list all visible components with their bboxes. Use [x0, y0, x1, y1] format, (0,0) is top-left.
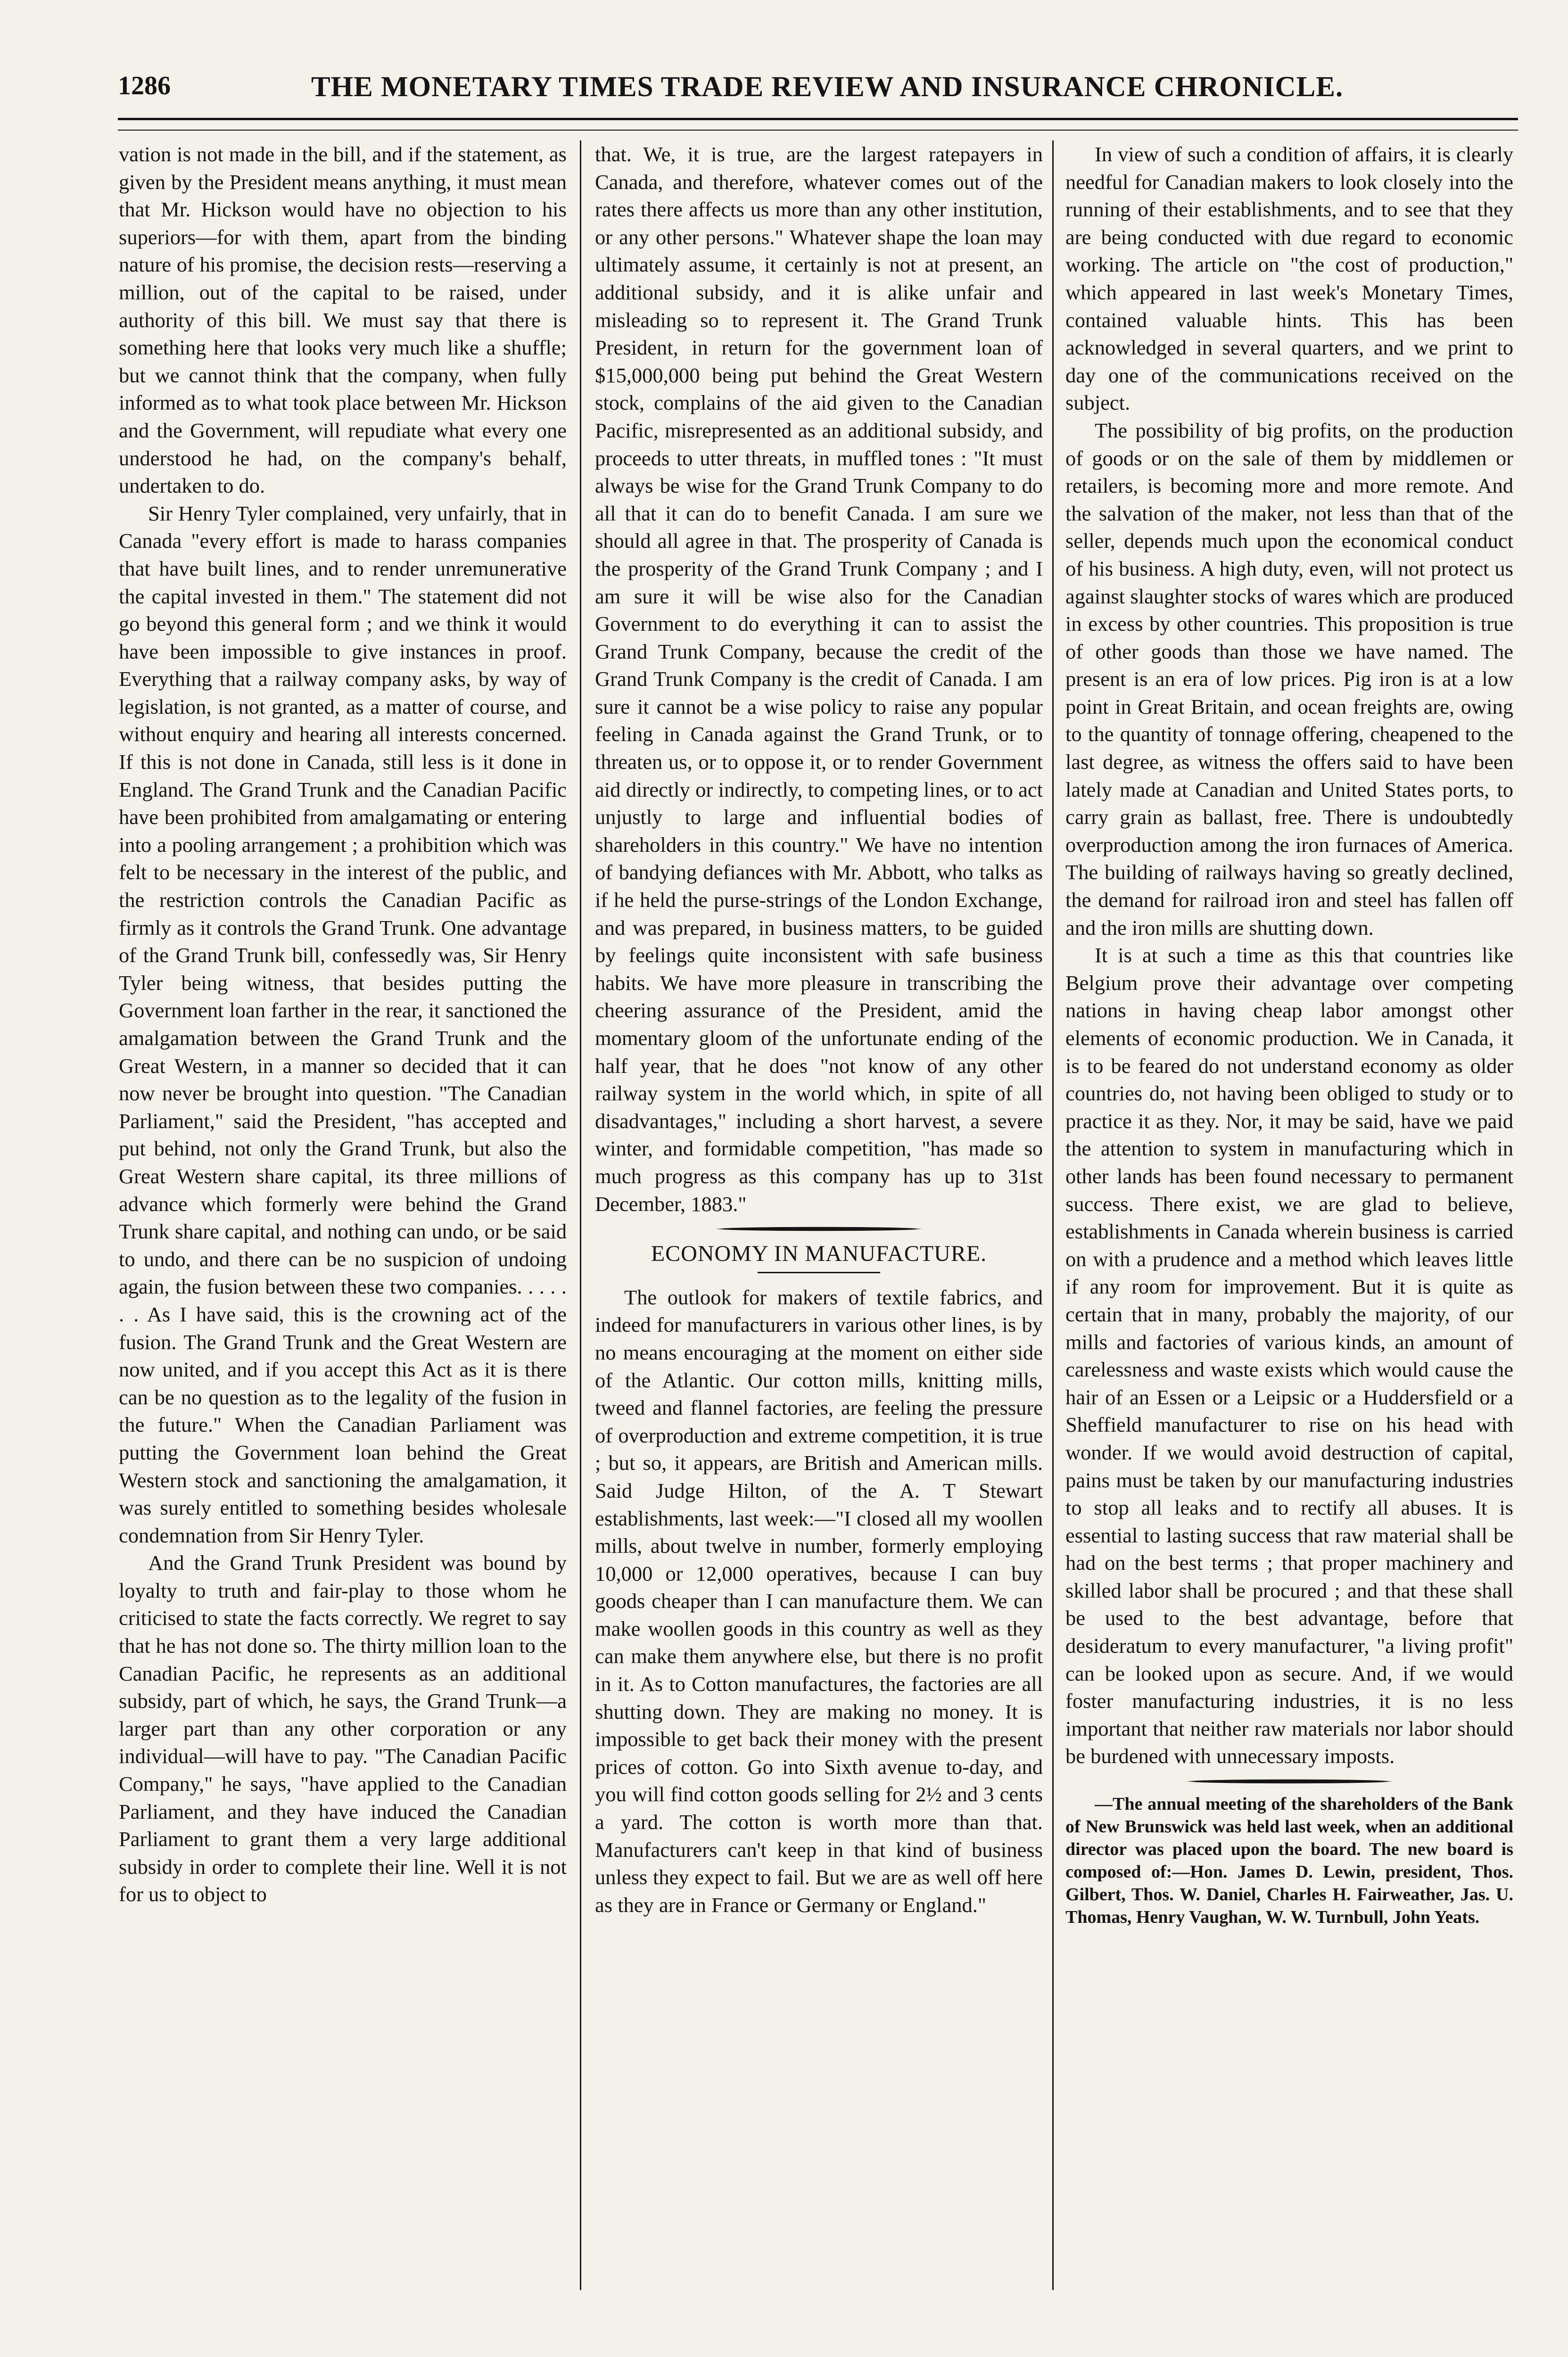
column-divider [580, 140, 581, 2290]
article-paragraph: The outlook for makers of textile fabrics, and indeed for manufacturers in various other lines, is by no means encouraging at the moment on either side of the Atlantic. Our cotton mills, knitting mills, tweed and flannel factories, are feeling the pressure of overproduction and extreme competition, it is true ; but so, it appears, are British and American mills. Said Judge Hilton, of the A. T Stewart establishments, last week:—"I closed all my woollen mills, about twelve in number, formerly employing 10,000 or 12,000 operatives, because I can buy goods cheaper than I can manufacture them. We can make woollen goods in this country as well as they can make them anywhere else, but there is no profit in it. As to Cotton manufactures, the factories are all shutting down. They are making no money. It is impossible to get back their money with the present prices of cotton. Go into Sixth avenue to-day, and you will find cotton goods selling for 2½ and 3 cents a yard. The cotton is worth more than that. Manufacturers can't keep in that kind of business unless they expect to fail. But we are as well off here as they are in France or Germany or England." [595, 1285, 1043, 1917]
heading-rule [758, 1272, 880, 1273]
section-separator [677, 1226, 960, 1232]
article-paragraph: It is at such a time as this that countries like Belgium prove their advantage over competing nations in having cheap labor amongst other elements of economic production. We in Canada, it is to be feared do not understand economy as older countries do, not having been obliged to study or to practice it as they. Nor, it may be said, have we paid the attention to system in manufacturing which in other lands has been found necessary to permanent success. There exist, we are glad to believe, establishments in Canada wherein business is carried on with a prudence and a method which leaves little if any room for improvement. But it is quite as certain that in many, probably the majority, of our mills and factories of various kinds, an amount of carelessness and waste exists which would cause the hair of an Essen or a Leipsic or a Huddersfield or a Sheffield manufacturer to rise on his head with wonder. If we would avoid destruction of capital, pains must be taken by our manufacturing industries to stop all leaks and to rectify all abuses. It is essential to lasting success that raw material shall be had on the best terms ; that proper machinery and skilled labor shall be procured ; and that these shall be used to the best advantage, before that desideratum to every manufacturer, "a living profit" can be looked upon as secure. And, if we would foster manufacturing industries, it is no less important that neither raw materials nor labor should be burdened with unnecessary imposts. [1065, 943, 1513, 1768]
section-separator [1148, 1779, 1431, 1784]
page-header [118, 60, 1518, 122]
article-paragraph: vation is not made in the bill, and if the statement, as given by the President means anything, it must mean that Mr. Hickson would have no objection to his superiors—for with them, apart from the binding nature of his promise, the decision rests—reserving a million, out of the capital to be raised, under authority of this bill. We must say that there is something here that looks very much like a shuffle; but we cannot think that the company, when fully informed as to what took place between Mr. Hickson and the Government, will repudiate what every one understood he had, on the company's behalf, undertaken to do. [119, 142, 567, 498]
page-number: 1286 [118, 71, 171, 100]
article-paragraph: And the Grand Trunk President was bound by loyalty to truth and fair-play to those whom he criticised to state the facts correctly. We regret to say that he has not done so. The thirty million loan to the Canadian Pacific, he represents as an additional subsidy, part of which, he says, the Grand Trunk—a larger part than any other corporation or any individual—will have to pay. "The Canadian Pacific Company," he says, "have applied to the Canadian Parliament, and they have induced the Canadian Parliament to grant them a very large additional subsidy in order to complete their line. Well it is not for us to object to [119, 1551, 567, 1906]
header-rule [118, 118, 1518, 131]
column-3 [1065, 140, 1513, 2290]
article-paragraph: Sir Henry Tyler complained, very unfairly, that in Canada "every effort is made to harass companies that have built lines, and to render unremunerative the capital invested in them." The statement did not go beyond this general form ; and we think it would have been impossible to give instances in proof. Everything that a railway company asks, by way of legislation, is not granted, as a matter of course, and without enquiry and hearing all interests concerned. If this is not done in Canada, still less is it done in England. The Grand Trunk and the Canadian Pacific have been prohibited from amalgamating or entering into a pooling arrangement ; a prohibition which was felt to be necessary in the interest of the public, and the restriction controls the Canadian Pacific as firmly as it controls the Grand Trunk. One advantage of the Grand Trunk bill, confessedly was, Sir Henry Tyler being witness, that besides putting the Government loan farther in the rear, it sanctioned the amalgamation between the Grand Trunk and the Great Western, in a manner so decided that it can now never be brought into question. "The Canadian Parliament," said the President, "has accepted and put behind, not only the Grand Trunk, but also the Great Western share capital, its three millions of advance which formerly were behind the Grand Trunk share capital, and nothing can undo, or be said to undo, and there can be no suspicion of undoing again, the fusion between these two companies. . . . . . . As I have said, this is the crowning act of the fusion. The Grand Trunk and the Great Western are now united, and if you accept this Act as it is there can be no question as to the legality of the fusion in the future." When the Canadian Parliament was putting the Government loan behind the Great Western stock and sanctioning the amalgamation, it was surely entitled to something besides wholesale condemnation from Sir Henry Tyler. [119, 501, 567, 1547]
article-paragraph: In view of such a condition of affairs, it is clearly needful for Canadian makers to look closely into the running of their establishments, and to see that they are being conducted with due regard to economic working. The article on "the cost of production," which appeared in last week's Monetary Times, contained valuable hints. This has been acknowledged in several quarters, and we print to day one of the communications received on the subject. [1065, 142, 1513, 415]
section-heading: ECONOMY IN MANUFACTURE. [651, 1241, 987, 1267]
news-note: —The annual meeting of the shareholders of the Bank of New Brunswick was held last week, when an additional director was placed upon the board. The new board is composed of:—Hon. James D. Lewin, president, Thos. Gilbert, Thos. W. Daniel, Charles H. Fairweather, Jas. U. Thomas, Henry Vaughan, W. W. Turnbull, John Yeats. [1065, 1794, 1513, 1928]
article-paragraph: that. We, it is true, are the largest ratepayers in Canada, and therefore, whatever comes out of the rates there affects us more than any other institution, or any other persons." Whatever shape the loan may ultimately assume, it certainly is not at present, an additional subsidy, and it is alike unfair and misleading so to represent it. The Grand Trunk President, in return for the government loan of $15,000,000 being put behind the Great Western stock, complains of the aid given to the Canadian Pacific, misrepresented as an additional subsidy, and proceeds to utter threats, in muffled tones : "It must always be wise for the Grand Trunk Company to do all that it can do to benefit Canada. I am sure we should all agree in that. The prosperity of Canada is the prosperity of the Grand Trunk Company ; and I am sure it will be wise also for the Canadian Government to do everything it can to assist the Grand Trunk Company, because the credit of the Grand Trunk Company is the credit of Canada. I am sure it cannot be a wise policy to raise any popular feeling in Canada against the Grand Trunk, or to threaten us, or to oppose it, or to render Government aid directly or indirectly, to competing lines, or to act unjustly to large and influential bodies of shareholders in this country." We have no intention of bandying defiances with Mr. Abbott, who talks as if he held the purse-strings of the London Exchange, and was prepared, in business matters, to be guided by feelings quite inconsistent with safe business habits. We have more pleasure in transcribing the cheering assurance of the President, amid the momentary gloom of the unfortunate ending of the half year, that he does "not know of any other railway system in the world which, in spite of all disadvantages," including a short harvest, a severe winter, and formidable competition, "has made so much progress as this company has up to 31st December, 1883." [595, 142, 1043, 1216]
column-divider [1052, 140, 1054, 2290]
newspaper-title: THE MONETARY TIMES TRADE REVIEW AND INSURANCE CHRONICLE. [311, 71, 1344, 103]
column-2 [595, 140, 1043, 2290]
column-1 [119, 140, 567, 2290]
article-paragraph: The possibility of big profits, on the production of goods or on the sale of them by middlemen or retailers, is becoming more and more remote. And the salvation of the maker, not less than that of the seller, depends much upon the economical conduct of his business. A high duty, even, will not protect us against slaughter stocks of wares which are produced in excess by other countries. This proposition is true of other goods than those we have named. The present is an era of low prices. Pig iron is at a low point in Great Britain, and ocean freights are, owing to the quantity of tonnage offering, cheapened to the last degree, as witness the offers said to have been lately made at Canadian and United States ports, to carry grain as ballast, free. There is undoubtedly overproduction among the iron furnaces of America. The building of railways having so greatly declined, the demand for railroad iron and steel has fallen off and the iron mills are shutting down. [1065, 418, 1513, 940]
